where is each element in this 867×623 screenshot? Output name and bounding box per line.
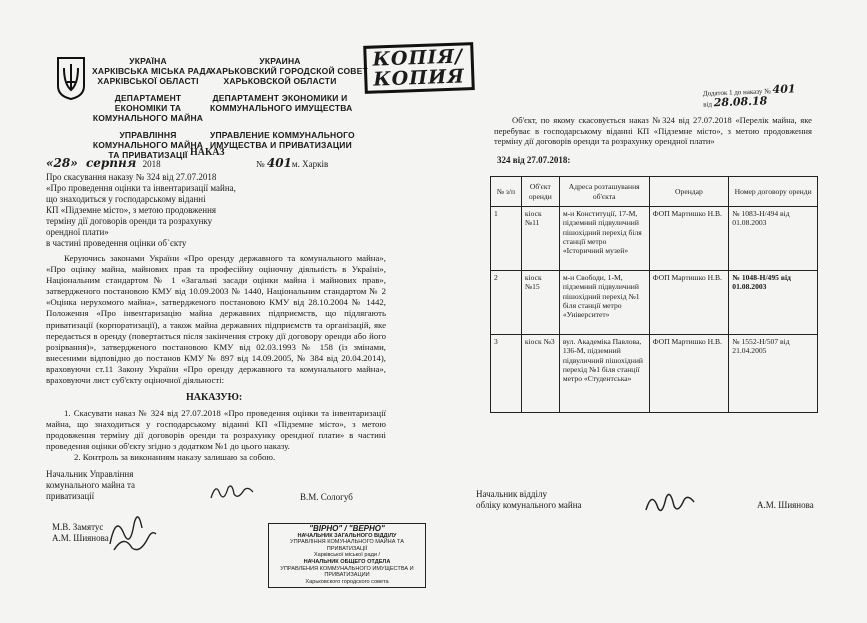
order-signer-title (46, 469, 166, 502)
orders-heading: НАКАЗУЮ: (186, 392, 243, 403)
order-date-month: серпня (85, 156, 137, 170)
annex-signature (642, 486, 698, 523)
header-ua-mgmt1: УПРАВЛІННЯ (119, 130, 177, 140)
verified-stamp-line5: НАЧАЛЬНИК ОБЩЕГО ОТДЕЛА (303, 558, 391, 565)
annex-date: 28.08.18 (713, 94, 768, 110)
header-ru-mgmt2: ИМУЩЕСТВА И ПРИВАТИЗАЦИИ (210, 140, 352, 150)
table-row (491, 271, 818, 335)
annex-signer-title-line: обліку комунального майна (476, 500, 582, 510)
copy-stamp-line2: КОПИЯ (372, 65, 466, 91)
order-item-2: 2. Контроль за виконанням наказу залишаю за собою. (74, 452, 276, 463)
order-date-year: 2018 (142, 159, 161, 169)
table-cell: вул. Академіка Павлова, 136-М, підземний підвуличний пішохідний перехід №1 біля станції метро «Студентська» (559, 335, 649, 413)
table-cell: 2 (491, 271, 522, 335)
order-subject-line: що знаходиться у господарському віданні (46, 194, 206, 204)
order-title: НАКАЗ (190, 147, 225, 158)
annex-table (490, 176, 818, 413)
order-signature (208, 480, 256, 509)
verified-stamp-line2: НАЧАЛЬНИК ЗАГАЛЬНОГО ВІДДІЛУ (297, 532, 397, 539)
header-ua-mgmt3: ТА ПРИВАТИЗАЦІЇ (108, 150, 188, 160)
table-cell: № 1083-Н/494 від 01.08.2003 (729, 207, 818, 271)
order-subject-line: терміну дії договорів оренди та розрахунку (46, 216, 213, 226)
header-ua-region: ХАРКІВСЬКОЇ ОБЛАСТІ (97, 76, 199, 86)
annex-signer-title (476, 489, 582, 511)
coat-of-arms-icon (56, 56, 86, 105)
co-signer-2: А.М. Шиянова (52, 533, 109, 543)
verified-stamp (268, 523, 426, 588)
co-signatures (104, 504, 160, 559)
annex-subtitle: 324 від 27.07.2018: (497, 155, 571, 165)
table-cell: № 1552-Н/507 від 21.04.2005 (729, 335, 818, 413)
annex-intro (494, 115, 812, 147)
annex-signer-title-line: Начальник відділу (476, 489, 547, 499)
copy-stamp-line1: КОПІЯ/ (372, 45, 464, 71)
table-cell: кіоск №3 (521, 335, 559, 413)
order-preamble-text: Керуючись законами України «Про оренду державного та комунального майна», «Про оцінку майна, майнових прав та професійну оціночну діяльність в Україні», Національним стандартом № 1 «Загальні засади оцінки майна і майнових прав», затвердженого постановою КМУ від 10.09.2003 № 1440, Національним стандартом № 2 «Оцінка нерухомого майна», затвердженого постановою КМУ від 28.10.2004 № 1442, Положення «Про інвентаризацію майна державних підприємств, що підлягають приватизації (корпоратизації), а також майна державних підприємств та організацій, яке передається в оренду (повертається після закінчення строку дії договору оренди або його розірвання)», затвердженого постановою КМУ від 02.03.1993 № 158 (із змінами, внесеними відповідно до постанов КМУ № 897 від 14.09.2005, № 384 від 20.04.2014), враховуючи ст.11 Закону України «Про оренду державного та комунального майна», враховуючи лист суб'єкту оціночної діяльності: (46, 253, 386, 386)
table-cell: 3 (491, 335, 522, 413)
order-subject-line: в частині проведення оцінки об`єкту (46, 238, 187, 248)
header-ru-country: УКРАИНА (259, 56, 301, 66)
verified-stamp-line4: Харківської міської ради / (313, 552, 381, 559)
header-ua-council: ХАРКІВСЬКА МІСЬКА РАДА (92, 66, 213, 76)
order-subject-line: «Про проведення оцінки та інвентаризації майна, (46, 183, 236, 193)
order-items (46, 408, 386, 463)
table-row (491, 335, 818, 413)
order-signer-title-line: комунального майна та (46, 480, 136, 490)
annex-col-header: Номер договору оренди (729, 177, 818, 207)
header-ru-mgmt1: УПРАВЛЕНИЕ КОММУНАЛЬНОГО (210, 130, 355, 140)
copy-stamp (363, 42, 474, 94)
order-number: 401 (266, 156, 292, 170)
order-subject-line: КП «Підземне місто», з метою продовження (46, 205, 217, 215)
header-ru (210, 56, 368, 150)
order-number-label: № (256, 159, 265, 169)
annex-header (703, 84, 796, 109)
header-ua-dept2: ЕКОНОМІКИ ТА (114, 103, 182, 113)
table-cell: м-н Конституції, 17-М, підземний підвуличний пішохідний перехід біля станції метро «Історичний музей» (559, 207, 649, 271)
order-date-day: «28» (46, 156, 78, 170)
table-cell: м-н Свободи, 1-М, підземний підвуличний пішохідний перехід №1 біля станції метро «Університет» (559, 271, 649, 335)
header-ru-council: ХАРЬКОВСКИЙ ГОРОДСКОЙ СОВЕТ (210, 66, 368, 76)
annex-date-label: від (703, 100, 713, 109)
annex-signer-name: А.М. Шиянова (757, 500, 814, 510)
order-signer-title-line: приватизації (46, 491, 95, 501)
verified-stamp-line6: УПРАВЛЕНИЯ КОММУНАЛЬНОГО ИМУЩЕСТВА И ПРИВАТИЗАЦИИ (280, 565, 414, 579)
annex-label: Додаток 1 до наказу № (702, 87, 771, 98)
order-city: м. Харків (291, 159, 329, 169)
table-cell: ФОП Мартишко Н.В. (649, 207, 729, 271)
annex-number: 401 (772, 82, 796, 97)
order-item-1: 1. Скасувати наказ № 324 від 27.07.2018 «Про проведення оцінки та інвентаризації майна, що знаходиться у господарському віданні КП «Підземне місто», з метою продовження терміну дії договорів оренди та розрахунку орендної плати» в частині проведення оцінки об'єкту згідно з додатком №1 до цього наказу. (46, 408, 386, 452)
verified-stamp-line3: УПРАВЛІННЯ КОМУНАЛЬНОГО МАЙНА ТА ПРИВАТИЗАЦІЇ (290, 539, 404, 552)
verified-stamp-line1: "ВІРНО" / "ВЕРНО" (309, 524, 385, 533)
annex-table-header-row (491, 177, 818, 207)
table-cell: ФОП Мартишко Н.В. (649, 271, 729, 335)
table-cell: ФОП Мартишко Н.В. (649, 335, 729, 413)
co-signer-1: М.В. Замятус (52, 522, 104, 532)
annex-col-header: Адреса розташування об'єкта (559, 177, 649, 207)
header-ua-dept1: ДЕПАРТАМЕНТ (114, 93, 182, 103)
annex-col-header: № з/п (491, 177, 522, 207)
header-ru-region: ХАРЬКОВСКОЙ ОБЛАСТИ (223, 76, 337, 86)
header-ua-mgmt2: КОМУНАЛЬНОГО МАЙНА (92, 140, 204, 150)
verified-stamp-line7: Харьковского городского совета (305, 578, 389, 585)
order-preamble (46, 253, 386, 386)
order-signer-title-line: Начальник Управління (46, 469, 134, 479)
header-ua-dept3: КОМУНАЛЬНОГО МАЙНА (92, 113, 204, 123)
table-cell: № 1048-Н/495 від 01.08.2003 (729, 271, 818, 335)
order-date-line (46, 158, 356, 170)
header-ua-country: УКРАЇНА (129, 56, 167, 66)
annex-table-wrap (490, 176, 818, 413)
annex-col-header: Орендар (649, 177, 729, 207)
order-signer-name: В.М. Сологуб (300, 492, 353, 502)
order-subject-line: орендної плати» (46, 227, 109, 237)
table-cell: кіоск №15 (521, 271, 559, 335)
header-ru-dept1: ДЕПАРТАМЕНТ ЭКОНОМИКИ И (212, 93, 348, 103)
annex-col-header: Об'єкт оренди (521, 177, 559, 207)
table-cell: кіоск №11 (521, 207, 559, 271)
annex-intro-text: Об'єкт, по якому скасовується наказ №324 від 27.07.2018 «Перелік майна, яке перебуває в господарському віданні КП «Підземне місто», з метою продовження терміну дії договорів оренди та розрахунку орендної плати» (494, 115, 812, 147)
order-subject-line: Про скасування наказу № 324 від 27.07.2018 (46, 172, 217, 182)
table-row (491, 207, 818, 271)
order-subject (46, 172, 276, 249)
header-ru-dept2: КОММУНАЛЬНОГО ИМУЩЕСТВА (210, 103, 353, 113)
table-cell: 1 (491, 207, 522, 271)
